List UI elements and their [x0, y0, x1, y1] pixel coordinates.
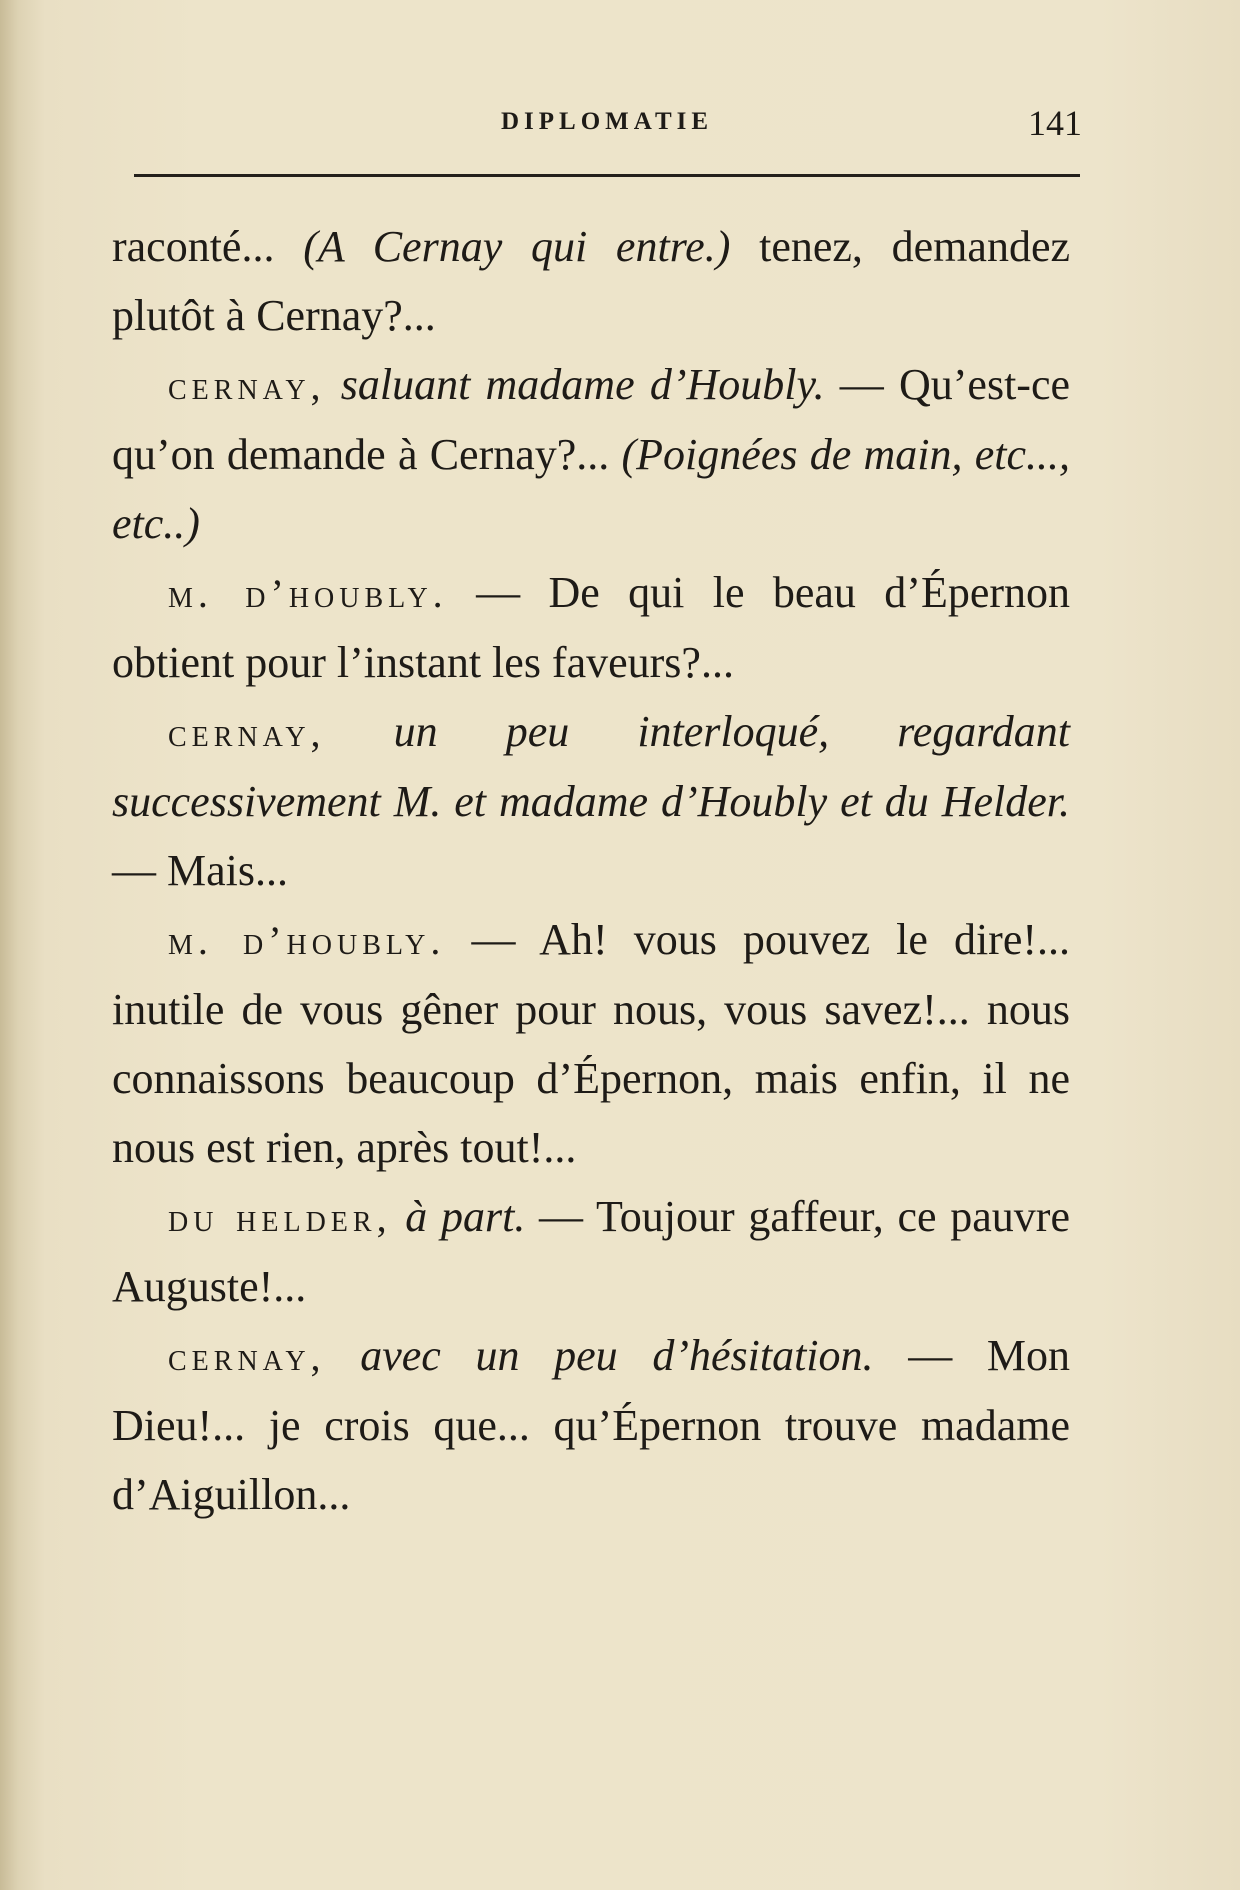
paragraph-continuation — [112, 212, 1070, 350]
stage-direction: (A Cernay qui entre.) — [303, 222, 731, 271]
stage-direction: (Poignées de main, etc..., etc..) — [112, 430, 1070, 548]
stage-direction: avec un peu d’hésitation. — [325, 1331, 874, 1380]
speaker-name: cernay, — [168, 710, 326, 755]
speech-text: — Ah! vous pouvez le dire!... inutile de vous gêner pour nous, vous savez!... nous connaissons beaucoup d’Épernon, mais enfin, il ne nous est rien, après tout!... — [112, 915, 1071, 1172]
speaker-name: cernay, — [168, 1334, 326, 1379]
speech-paragraph — [112, 697, 1070, 905]
speaker-name: m. d’houbly. — [168, 918, 446, 963]
paragraph-text: raconté... — [112, 222, 304, 271]
speaker-name: cernay, — [168, 363, 326, 408]
speech-paragraph — [112, 1182, 1070, 1321]
header-rule — [134, 174, 1080, 177]
speech-paragraph — [112, 905, 1070, 1182]
speech-paragraph — [112, 350, 1070, 558]
speaker-name: m. d’houbly. — [168, 571, 448, 616]
speech-text: — Mais... — [112, 846, 288, 895]
speech-paragraph — [112, 558, 1070, 697]
running-head — [132, 102, 1082, 142]
running-title: DIPLOMATIE — [500, 108, 714, 135]
speech-text: — De qui le beau d’Épernon obtient pour l’instant les faveurs?... — [112, 568, 1071, 687]
page-number: 141 — [1028, 103, 1082, 143]
paragraph-text: tenez, demandez plutôt à Cernay?... — [112, 222, 1070, 340]
speaker-name: du helder, — [168, 1195, 392, 1240]
dialogue-text — [112, 212, 1070, 1529]
stage-direction: saluant madame d’Houbly. — [325, 360, 825, 409]
stage-direction: un peu interloqué, regardant successivement M. et madame d’Houbly et du Helder. — [112, 707, 1070, 826]
speech-text: — Qu’est-ce qu’on demande à Cernay?... — [112, 360, 1071, 479]
stage-direction: à part. — [391, 1192, 526, 1241]
speech-text: — Toujour gaffeur, ce pauvre Auguste!... — [112, 1192, 1070, 1311]
speech-paragraph — [112, 1321, 1070, 1529]
speech-text: — Mon Dieu!... je crois que... qu’Épernon trouve madame d’Aiguillon... — [112, 1331, 1071, 1519]
